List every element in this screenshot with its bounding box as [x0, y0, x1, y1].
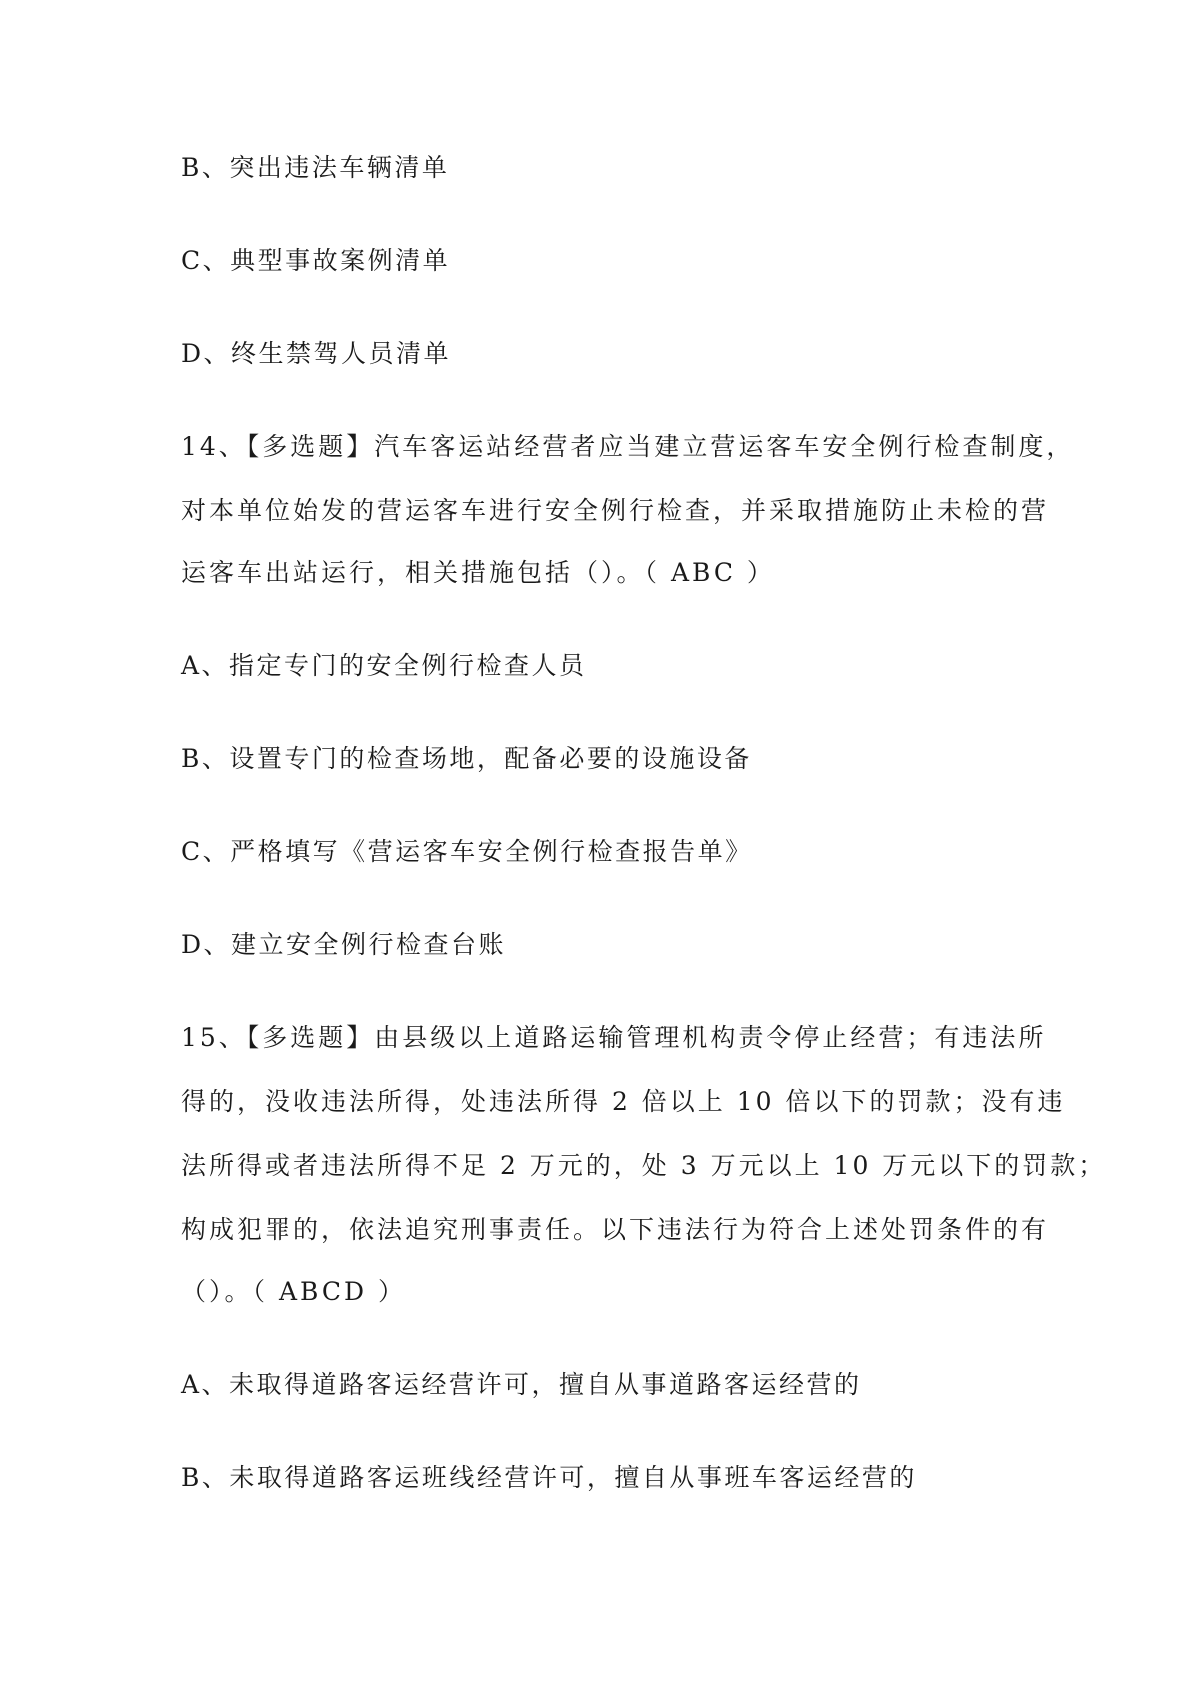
- question-text-line: 对本单位始发的营运客车进行安全例行检查，并采取措施防止未检的营: [181, 496, 1050, 525]
- option-b: B、设置专门的检查场地，配备必要的设施设备: [181, 744, 752, 773]
- option-b: B、未取得道路客运班线经营许可，擅自从事班车客运经营的: [181, 1463, 917, 1492]
- question-text-line: 得的，没收违法所得，处违法所得 2 倍以上 10 倍以下的罚款；没有违: [181, 1087, 1066, 1116]
- question-text-line: （）。（ ABCD ）: [181, 1277, 406, 1306]
- question-text-line: 运客车出站运行，相关措施包括（）。（ ABC ）: [181, 558, 775, 587]
- question-text-line: 14、【多选题】汽车客运站经营者应当建立营运客车安全例行检查制度，: [181, 432, 1075, 461]
- option-c: C、严格填写《营运客车安全例行检查报告单》: [181, 837, 753, 866]
- question-text-line: 法所得或者违法所得不足 2 万元的，处 3 万元以上 10 万元以下的罚款；: [181, 1151, 1107, 1180]
- option-d: D、建立安全例行检查台账: [181, 930, 507, 959]
- option-b: B、突出违法车辆清单: [181, 153, 450, 182]
- option-c: C、典型事故案例清单: [181, 246, 451, 275]
- option-a: A、指定专门的安全例行检查人员: [181, 651, 587, 680]
- question-text-line: 15、【多选题】由县级以上道路运输管理机构责令停止经营；有违法所: [181, 1023, 1047, 1052]
- question-text-line: 构成犯罪的，依法追究刑事责任。以下违法行为符合上述处罚条件的有: [181, 1215, 1050, 1244]
- option-a: A、未取得道路客运经营许可，擅自从事道路客运经营的: [181, 1370, 862, 1399]
- option-d: D、终生禁驾人员清单: [181, 339, 452, 368]
